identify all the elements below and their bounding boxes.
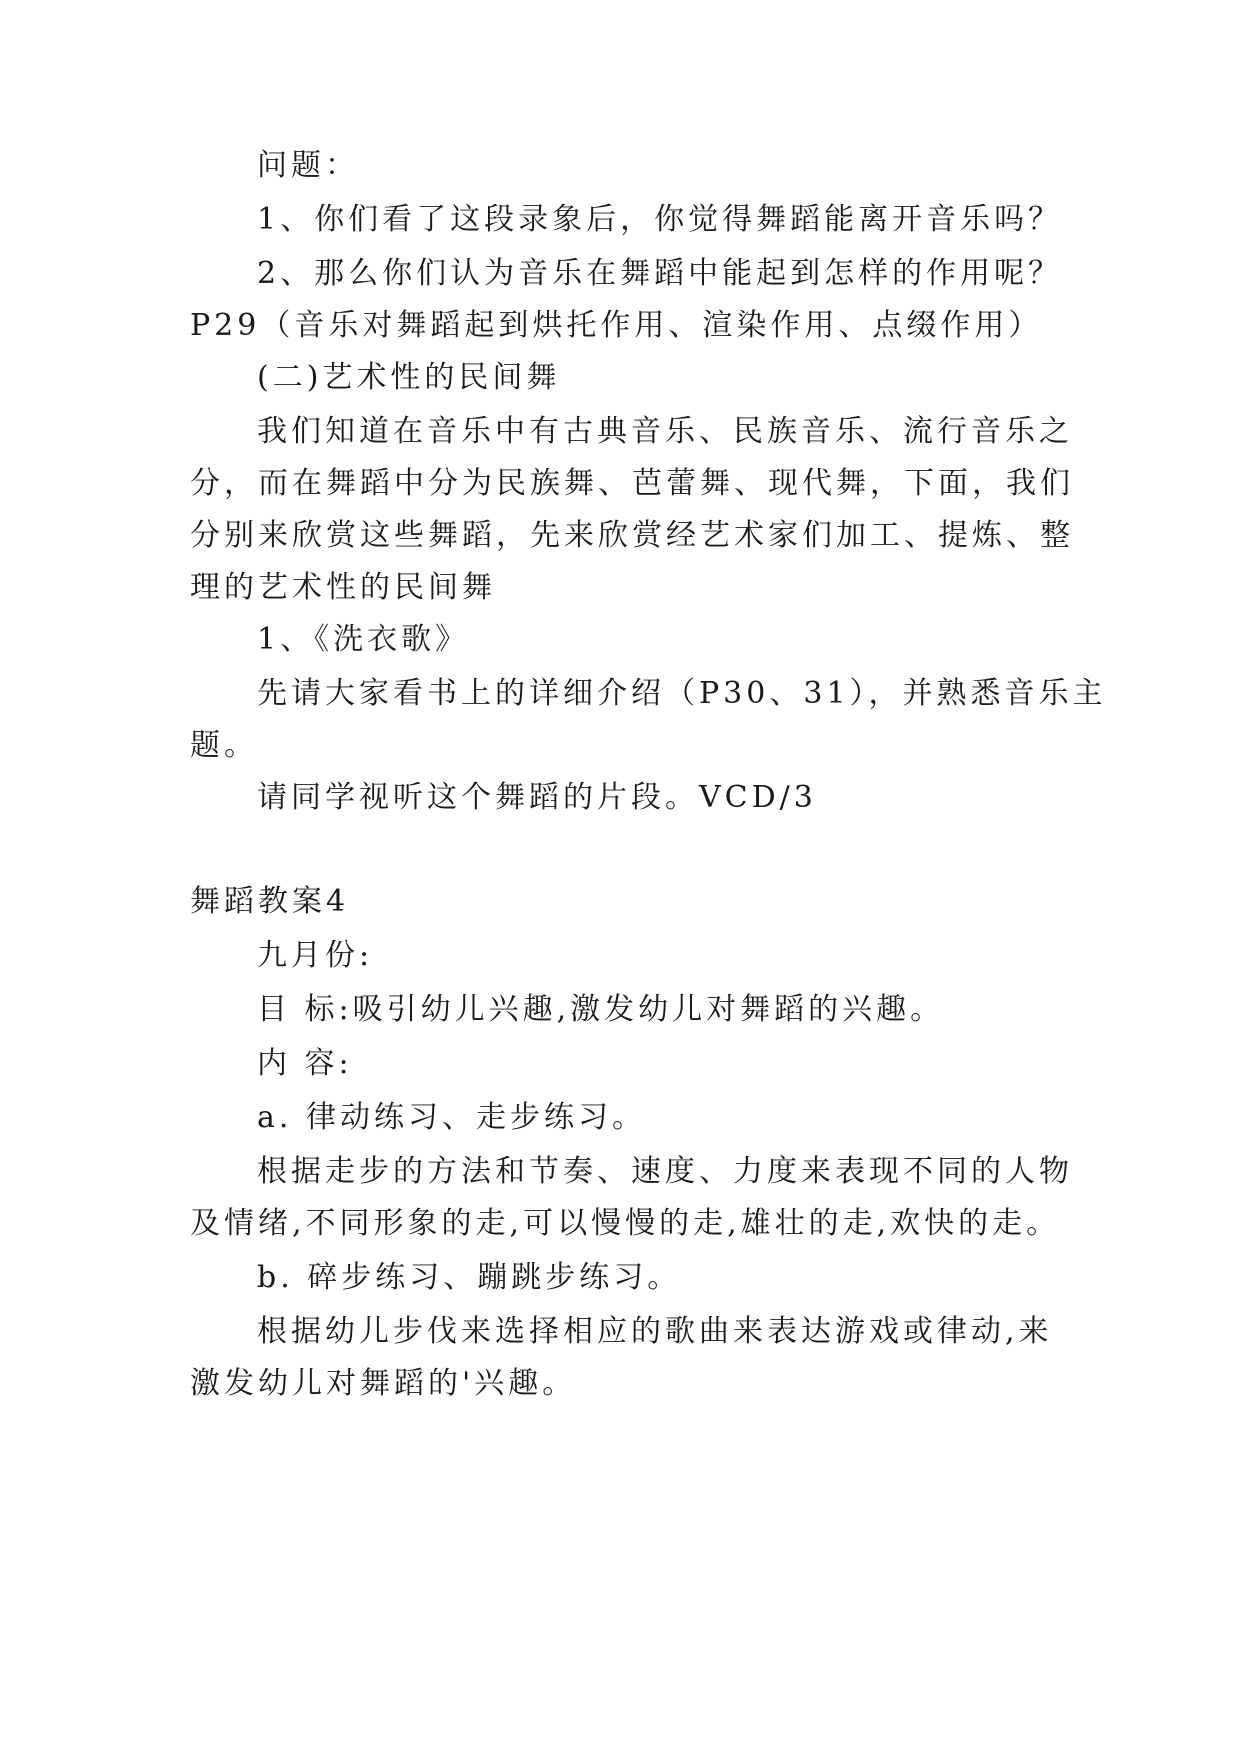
paragraph-line: 先请大家看书上的详细介绍（P30、31），并熟悉音乐主 bbox=[257, 676, 1107, 711]
month-label: 九月份: bbox=[257, 938, 374, 973]
paragraph-line: 分，而在舞蹈中分为民族舞、芭蕾舞、现代舞，下面，我们 bbox=[190, 466, 1074, 501]
paragraph-line: 根据幼儿步伐来选择相应的歌曲来表达游戏或律动,来 bbox=[257, 1314, 1053, 1349]
paragraph-line: 题。 bbox=[190, 728, 258, 763]
paragraph-line: 分别来欣赏这些舞蹈，先来欣赏经艺术家们加工、提炼、整 bbox=[190, 518, 1074, 553]
paragraph-line: 根据走步的方法和节奏、速度、力度来表现不同的人物 bbox=[257, 1154, 1073, 1189]
section-heading-folk-dance: (二)艺术性的民间舞 bbox=[257, 360, 561, 395]
question-heading: 问题： bbox=[257, 148, 359, 183]
question-1: 1、你们看了这段录象后，你觉得舞蹈能离开音乐吗？ bbox=[257, 202, 1063, 237]
paragraph-line: 请同学视听这个舞蹈的片段。VCD/3 bbox=[257, 780, 817, 815]
item-b: b. 碎步练习、蹦跳步练习。 bbox=[257, 1260, 682, 1295]
paragraph-line: 我们知道在音乐中有古典音乐、民族音乐、流行音乐之 bbox=[257, 414, 1073, 449]
paragraph-line: 理的艺术性的民间舞 bbox=[190, 570, 496, 605]
item-washing-song: 1、《洗衣歌》 bbox=[257, 622, 470, 657]
item-a: a. 律动练习、走步练习。 bbox=[257, 1100, 646, 1135]
lesson-plan-title: 舞蹈教案4 bbox=[190, 884, 350, 919]
paragraph-line: 激发幼儿对舞蹈的'兴趣。 bbox=[190, 1366, 577, 1401]
paragraph-line: 及情绪,不同形象的走,可以慢慢的走,雄壮的走,欢快的走。 bbox=[190, 1206, 1061, 1241]
question-2-answer: P29（音乐对舞蹈起到烘托作用、渲染作用、点缀作用） bbox=[190, 308, 1043, 343]
goal-line: 目 标:吸引幼儿兴趣,激发幼儿对舞蹈的兴趣。 bbox=[257, 992, 945, 1027]
question-2: 2、那么你们认为音乐在舞蹈中能起到怎样的作用呢？ bbox=[257, 256, 1063, 291]
content-label: 内 容: bbox=[257, 1046, 353, 1081]
